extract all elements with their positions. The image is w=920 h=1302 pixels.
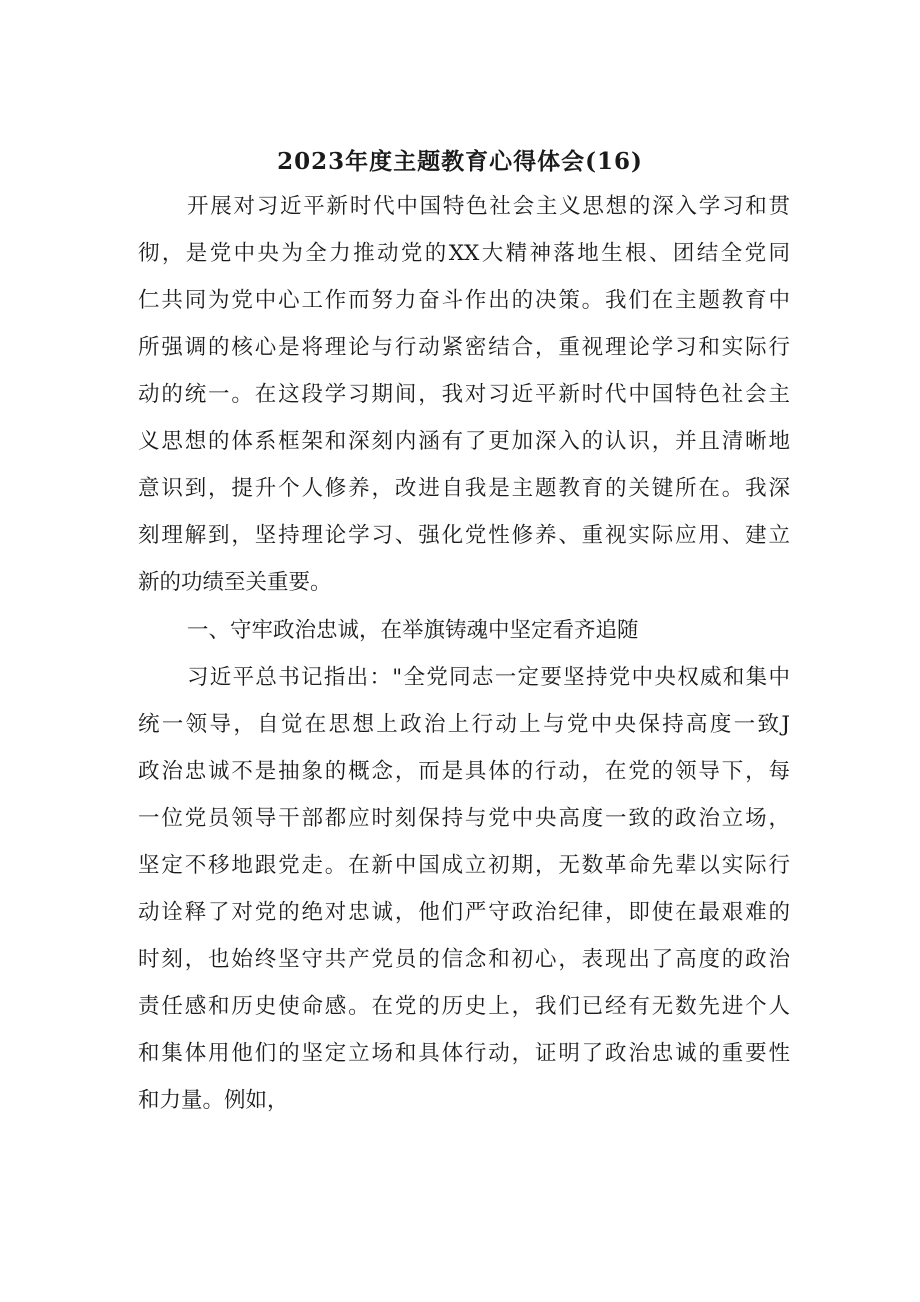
paragraph-1-line-2: 彻，是党中央为全力推动党的XX大精神落地生根、团结全党同 [138,241,790,266]
paragraph-3-line-5: 坚定不移地跟党走。在新中国成立初期，无数革命先辈以实际行 [138,853,790,878]
paragraph-1-line-3: 仁共同为党中心工作而努力奋斗作出的决策。我们在主题教育中 [138,288,790,313]
paragraph-1-line-4: 所强调的核心是将理论与行动紧密结合，重视理论学习和实际行 [138,335,790,360]
paragraph-3-line-4: 一位党员领导干部都应时刻保持与党中央高度一致的政治立场， [138,806,790,831]
paragraph-3-line-10: 和力量。例如， [138,1088,289,1113]
paragraph-3-line-8: 责任感和历史使命感。在党的历史上，我们已经有无数先进个人 [138,994,790,1019]
paragraph-1-line-6: 义思想的体系框架和深刻内涵有了更加深入的认识，并且清晰地 [138,429,790,454]
section-heading-1: 一、守牢政治忠诚，在举旗铸魂中坚定看齐追随 [187,618,639,643]
paragraph-3-line-9: 和集体用他们的坚定立场和具体行动，证明了政治忠诚的重要性 [138,1041,790,1066]
document-title: 2023年度主题教育心得体会(16) [277,148,643,175]
paragraph-1-line-7: 意识到，提升个人修养，改进自我是主题教育的关键所在。我深 [138,476,790,501]
paragraph-1-line-9: 新的功绩至关重要。 [138,570,332,595]
paragraph-3-line-2: 统一领导，自觉在思想上政治上行动上与党中央保持高度一致J [138,712,790,737]
paragraph-3-line-6: 动诠释了对党的绝对忠诚，他们严守政治纪律，即使在最艰难的 [138,900,790,925]
paragraph-3-line-3: 政治忠诚不是抽象的概念，而是具体的行动，在党的领导下，每 [138,759,790,784]
paragraph-1-line-8: 刻理解到，坚持理论学习、强化党性修养、重视实际应用、建立 [138,523,790,548]
paragraph-1-line-1: 开展对习近平新时代中国特色社会主义思想的深入学习和贯 [187,194,790,219]
paragraph-3-line-7: 时刻，也始终坚守共产党员的信念和初心，表现出了高度的政治 [138,947,790,972]
paragraph-1-line-5: 动的统一。在这段学习期间，我对习近平新时代中国特色社会主 [138,382,790,407]
paragraph-3-line-1: 习近平总书记指出："全党同志一定要坚持党中央权威和集中 [187,665,790,690]
